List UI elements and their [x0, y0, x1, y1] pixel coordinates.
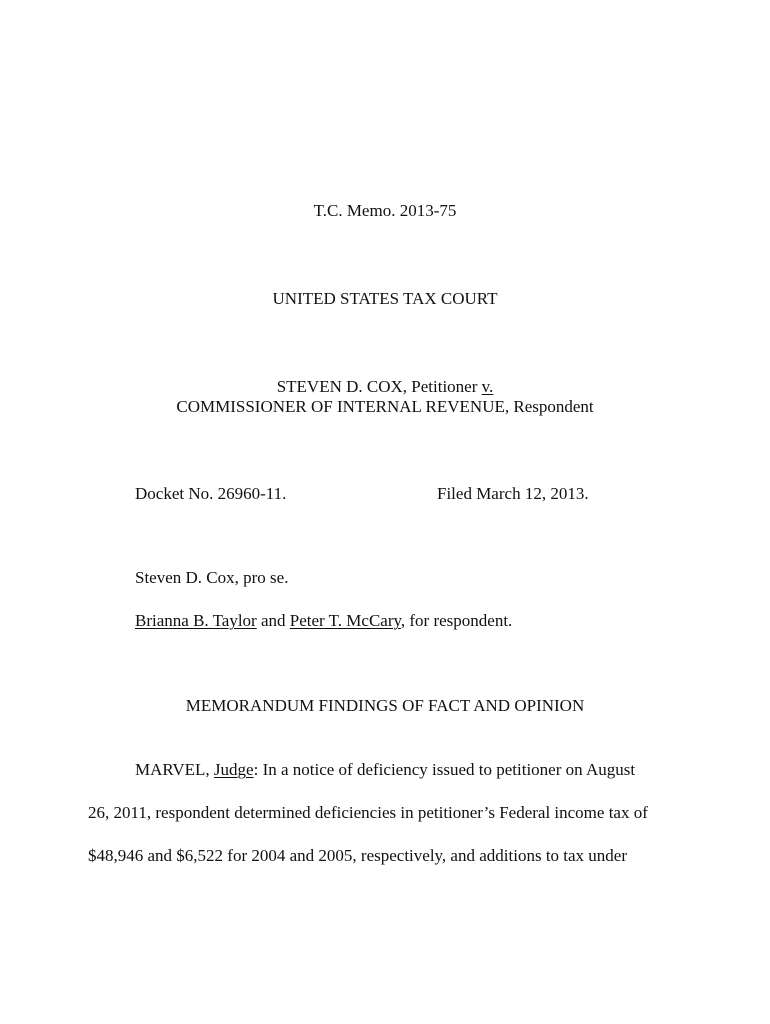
opinion-line-2: 26, 2011, respondent determined deficiencies in petitioner’s Federal income tax of [88, 803, 648, 822]
caption-respondent: COMMISSIONER OF INTERNAL REVENUE, Respondent [176, 397, 594, 416]
versus-label: v. [481, 377, 494, 396]
caption-petitioner-line [0, 377, 770, 397]
attorney-name: Brianna B. Taylor [135, 611, 257, 630]
opinion-line-1 [135, 760, 635, 780]
appearance-suffix: , for respondent. [400, 611, 513, 630]
respondent-appearance [135, 611, 512, 631]
memo-number: T.C. Memo. 2013-75 [313, 201, 457, 220]
judge-title: Judge [213, 760, 254, 779]
petitioner-appearance: Steven D. Cox, pro se. [135, 568, 289, 587]
attorney-name: Peter T. McCary [289, 611, 401, 630]
attorney-connector: and [256, 611, 290, 630]
opinion-heading: MEMORANDUM FINDINGS OF FACT AND OPINION [185, 696, 585, 715]
docket-number: Docket No. 26960-11. [135, 484, 287, 503]
filed-date: Filed March 12, 2013. [437, 484, 589, 503]
opinion-text: : In a notice of deficiency issued to petitioner on August [253, 760, 636, 779]
judge-name: MARVEL, [135, 760, 214, 779]
court-name: UNITED STATES TAX COURT [272, 289, 498, 308]
opinion-line-3: $48,946 and $6,522 for 2004 and 2005, respectively, and additions to tax under [88, 846, 628, 865]
petitioner-name: STEVEN D. COX, Petitioner [276, 377, 478, 396]
